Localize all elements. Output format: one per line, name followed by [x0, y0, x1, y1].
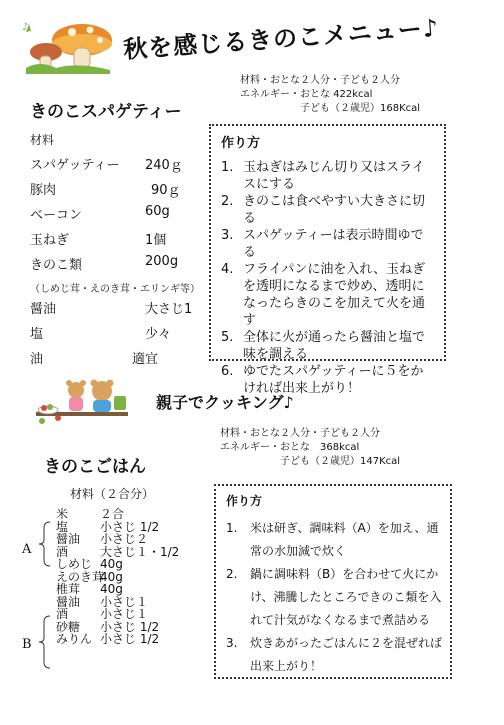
- cooking-banner-title: 親子でクッキング♪: [156, 393, 294, 412]
- spaghetti-steps: [221, 159, 436, 397]
- list-item: [30, 323, 190, 348]
- ingredient-name: 豚肉: [30, 183, 57, 198]
- list-item: 米 ２合: [56, 507, 125, 521]
- list-item: [30, 348, 190, 373]
- group-a-label: A: [22, 542, 32, 557]
- list-item: 2. きのこは食べやすい大きさに切る: [221, 194, 426, 226]
- page-title: 秋を感じるきのこメニュー♪: [122, 13, 440, 64]
- gohan-title: きのこごはん: [44, 457, 146, 477]
- list-item: 4. フライパンに油を入れ、玉ねぎを透明になるまで炒め、透明になったらきのこを加えて火を通す: [221, 262, 426, 328]
- list-item: 1. 玉ねぎはみじん切り又はスライスにする: [221, 160, 425, 192]
- group-a-brace: [36, 520, 52, 568]
- gohan-meta-energy-child: 子ども（２歳児）147Kcal: [280, 456, 401, 467]
- list-item: 6. ゆでたスパゲッティーに５をかければ出来上がり！: [221, 364, 424, 396]
- ingredient-name: 醤油: [30, 302, 57, 317]
- ingredient-name: ベーコン: [30, 208, 83, 223]
- spaghetti-method-heading: 作り方: [221, 136, 261, 151]
- ingredient-amount: 90ｇ: [151, 183, 181, 198]
- gohan-ingredients-heading: 材料（２合分）: [70, 487, 155, 501]
- list-item: えのき茸40g: [56, 569, 123, 584]
- list-item: 椎茸 40g: [56, 582, 123, 596]
- gohan-ingredients-list: [56, 508, 206, 646]
- group-b-brace: [36, 614, 52, 670]
- list-item: 砂糖 小さじ 1/2: [56, 619, 160, 634]
- gohan-steps: [226, 517, 442, 678]
- group-b-label: B: [22, 637, 32, 652]
- list-item: [30, 204, 190, 229]
- list-item: 2. 鍋に調味料（B）を合わせて火にかけ、沸騰したところできのこ類を入れて汁気がなくなるまで煮詰める: [226, 567, 442, 627]
- ingredient-amount: 60g: [145, 204, 170, 219]
- spaghetti-meta-energy-adult: エネルギー・おとな 422kcal: [240, 89, 373, 100]
- gohan-meta-servings: 材料・おとな２人分・子ども２人分: [220, 428, 380, 439]
- ingredient-amount: 少々: [145, 327, 172, 342]
- gohan-method-heading: 作り方: [226, 494, 263, 508]
- gohan-method-box: [214, 484, 452, 679]
- spaghetti-method-box: [209, 124, 446, 396]
- list-item: 3. 炊きあがったごはんに２を混ぜれば出来上がり！: [226, 636, 443, 673]
- list-item: [30, 179, 190, 204]
- list-item: 5. 全体に火が通ったら醤油と塩で味を調える: [221, 330, 426, 362]
- list-item: 醤油 小さじ２: [56, 532, 149, 546]
- mushroom-illustration: [20, 18, 116, 76]
- list-item: [30, 298, 193, 323]
- ingredient-name: スパゲッティー: [30, 158, 120, 173]
- ingredient-note: （しめじ茸・えのき茸・エリンギ等）: [30, 284, 200, 295]
- list-item: 酒 小さじ１: [56, 607, 149, 621]
- spaghetti-ingredients-list: [30, 154, 200, 373]
- ingredient-amount: 1個: [145, 233, 167, 248]
- ingredient-amount: 適宜: [132, 352, 159, 367]
- gohan-meta-energy-adult: エネルギー・おとな 368kcal: [220, 442, 360, 453]
- list-item: 3. スパゲッティーは表示時間ゆでる: [221, 228, 424, 260]
- bear-cooking-illustration: [34, 378, 130, 428]
- spaghetti-title: きのこスパゲティー: [30, 102, 182, 122]
- list-item: 塩 小さじ 1/2: [56, 519, 160, 534]
- spaghetti-ingredients-heading: 材料: [30, 133, 55, 147]
- list-item: [30, 229, 190, 254]
- list-item: 醤油 小さじ１: [56, 594, 149, 609]
- list-item: [30, 254, 190, 276]
- list-item: 酒 大さじ１・1/2: [56, 544, 180, 559]
- ingredient-name: 塩: [30, 327, 44, 342]
- ingredient-name: 玉ねぎ: [30, 233, 70, 248]
- ingredient-amount: 大さじ1: [145, 302, 193, 317]
- list-item: みりん 小さじ 1/2: [56, 632, 160, 646]
- ingredient-amount: 200g: [145, 254, 179, 269]
- svg-text:♪: ♪: [22, 22, 29, 33]
- ingredient-name: きのこ類: [30, 258, 83, 273]
- spaghetti-meta-servings: 材料・おとな２人分・子ども２人分: [240, 75, 400, 86]
- list-item: [30, 154, 190, 179]
- spaghetti-meta-energy-child: 子ども（２歳児）168Kcal: [300, 103, 421, 114]
- list-item: しめじ 40g: [56, 557, 123, 571]
- list-item: 1. 米は研ぎ、調味料（A）を加え、通常の水加減で炊く: [226, 521, 439, 558]
- ingredient-name: 油: [30, 352, 44, 367]
- ingredient-amount: 240ｇ: [145, 158, 183, 173]
